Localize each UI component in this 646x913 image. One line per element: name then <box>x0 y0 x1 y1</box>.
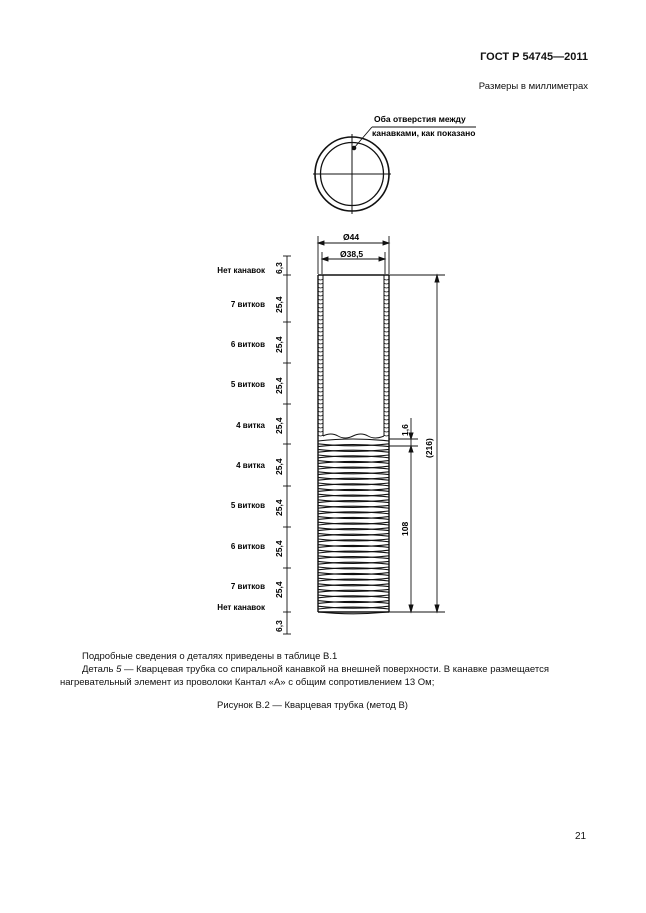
segment-length-label: 25,4 <box>274 581 284 598</box>
segment-length-label: 25,4 <box>274 417 284 434</box>
units-note: Размеры в миллиметрах <box>478 81 588 92</box>
detail-number: 5 <box>116 664 122 675</box>
page-number: 21 <box>575 831 587 842</box>
total-length-label: (216) <box>424 438 434 458</box>
cross-section-view <box>313 127 476 214</box>
section-label: 7 витков <box>230 582 265 591</box>
document-number: ГОСТ Р 54745—2011 <box>480 51 588 63</box>
segment-length-label: 6,3 <box>274 262 284 274</box>
detail-word: Деталь <box>82 664 114 675</box>
inner-diameter-label: Ø38,5 <box>340 249 364 259</box>
segment-length-label: 25,4 <box>274 336 284 353</box>
segment-length-label: 25,4 <box>274 458 284 475</box>
section-label: 6 витков <box>230 340 265 349</box>
figure-caption: Рисунок В.2 — Кварцевая трубка (метод В) <box>217 700 408 711</box>
paragraph-detail-5-line-2: нагревательный элемент из проволоки Кантал «А» с общим сопротивлением 13 Ом; <box>60 677 435 688</box>
segment-length-label: 25,4 <box>274 499 284 516</box>
section-label: 4 витка <box>236 461 265 470</box>
outer-diameter-label: Ø44 <box>343 232 360 242</box>
section-label: 5 витков <box>230 501 265 510</box>
callout-line-2: канавками, как показано <box>372 128 476 138</box>
section-label: Нет канавок <box>217 603 265 612</box>
groove-gap-label: 1,6 <box>400 424 410 436</box>
callout-line-1: Оба отверстия между <box>374 114 466 124</box>
paragraph-details: Подробные сведения о деталях приведены в таблице В.1 <box>82 651 338 662</box>
tube-elevation <box>318 275 389 614</box>
coil-length-label: 108 <box>400 521 410 536</box>
section-label: 6 витков <box>230 542 265 551</box>
section-label: Нет канавок <box>217 266 265 275</box>
section-label: 4 витка <box>236 421 265 430</box>
segment-length-label: 25,4 <box>274 540 284 557</box>
segment-length-label: 25,4 <box>274 377 284 394</box>
section-label: 7 витков <box>230 300 265 309</box>
segment-length-label: 25,4 <box>274 296 284 313</box>
coil-turn <box>318 439 389 441</box>
right-dimensions <box>389 275 445 612</box>
section-label: 5 витков <box>230 380 265 389</box>
detail-description: — Кварцевая трубка со спиральной канавкой на внешней поверхности. В канавке размещается <box>121 664 550 675</box>
segment-length-label: 6,3 <box>274 620 284 632</box>
left-dimension-chain <box>283 256 291 634</box>
